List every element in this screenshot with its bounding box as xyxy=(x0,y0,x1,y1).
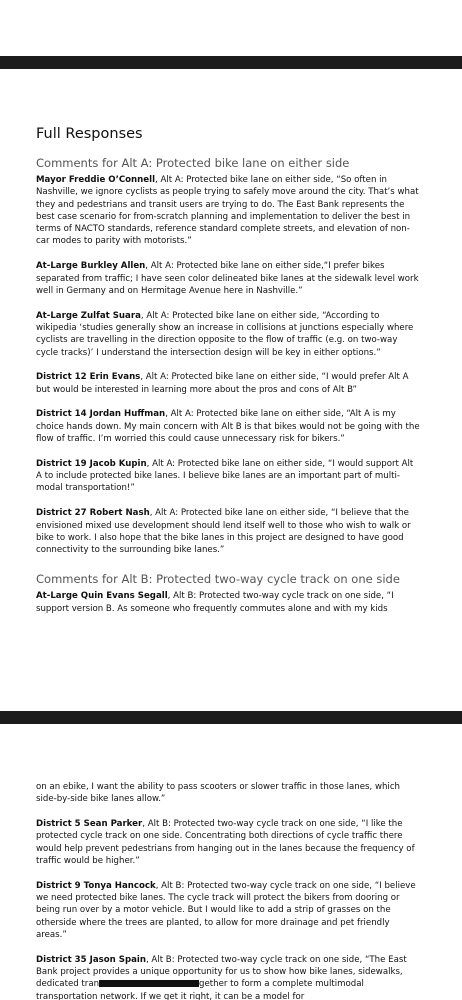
response-entry xyxy=(36,880,420,941)
response-entry xyxy=(36,507,420,556)
response-entry xyxy=(36,371,420,396)
response-text: , Alt B: Protected two-way cycle track on one side, “I support version B. As someone who frequently commutes alone and with my kids xyxy=(36,591,394,614)
redaction-mark xyxy=(99,980,199,987)
page-1 xyxy=(36,126,420,628)
respondent-name: District 5 Sean Parker xyxy=(36,819,143,830)
response-text: , Alt B: Protected two-way cycle track on one side, “I believe we need protected bike lanes. The cycle track will protect the bikers from dooring or being run over by a motor vehicle. But I would like to add a strip of grasses on the otherside where the trees are planted, to allow for more drainage and pet friendly areas.” xyxy=(36,880,416,940)
response-text: , Alt B: Protected two-way cycle track on one side, “The East Bank project provides a unique opportunity for us to show how bike lanes, sidewalks, dedicated tran xyxy=(36,954,407,990)
respondent-name: At-Large Quin Evans Segall xyxy=(36,591,168,602)
respondent-name: District 19 Jacob Kupin xyxy=(36,458,147,469)
response-entry xyxy=(36,174,420,248)
response-entry xyxy=(36,590,420,615)
response-entry xyxy=(36,408,420,445)
response-entry xyxy=(36,458,420,495)
response-text: , Alt A: Protected bike lane on either side, “Alt A is my choice hands down. My main concern with Alt B is that bikes would not be going with the flow of traffic. I’m worried this could cause unnecessary risk for bikers.” xyxy=(36,409,420,445)
response-text: , Alt A: Protected bike lane on either side,“I prefer bikes separated from traffic; I have seen color delineated bike lanes at the sidewalk level work well in Germany and on Hermitage Avenue here in Nashville.” xyxy=(36,261,419,296)
page-divider-mid xyxy=(0,711,462,724)
page-title: Full Responses xyxy=(36,126,143,142)
respondent-name: Mayor Freddie O’Connell xyxy=(36,175,156,185)
page-bottom-margin xyxy=(0,655,462,711)
response-text-after-redaction: gether to form a complete multimodal transportation network. If we get it right, it can be a model for xyxy=(36,979,364,1000)
response-entry xyxy=(36,260,420,297)
page-divider-top xyxy=(0,56,462,69)
section-heading-alt-b: Comments for Alt B: Protected two-way cycle track on one side xyxy=(36,572,400,587)
response-entry xyxy=(36,818,420,867)
response-entry xyxy=(36,954,420,1000)
page-2 xyxy=(36,781,420,1000)
response-text: , Alt A: Protected bike lane on either side, “I believe that the envisioned mixed use development should lend itself well to those who wish to walk or bike to work. I also hope that the bike lanes in this project are designed to have good connectivity to the surrounding bike lanes.” xyxy=(36,508,411,556)
respondent-name: District 12 Erin Evans xyxy=(36,372,141,383)
respondent-name: District 14 Jordan Huffman xyxy=(36,409,166,420)
response-text: , Alt A: Protected bike lane on either side, “According to wikipedia ‘studies generally show an increase in collisions at junctions especially where cyclists are travelling in the direction opposite to the flow of traffic (e.g. on two-way cycle tracks)’ I understand the intersection design will be key in either options.” xyxy=(36,310,414,358)
respondent-name: District 35 Jason Spain xyxy=(36,954,146,965)
respondent-name: At-Large Zulfat Suara xyxy=(36,310,141,321)
section-heading-alt-a: Comments for Alt A: Protected bike lane on either side xyxy=(36,156,350,170)
response-text: , Alt B: Protected two-way cycle track on one side, “I like the protected cycle track on one side. Concentrating both directions of cycle traffic there would help prevent pedestrians from hanging out in the lanes because the frequency of traffic would be higher.” xyxy=(36,819,415,866)
response-text: , Alt A: Protected bike lane on either side, “So often in Nashville, we ignore cyclists as people trying to safely move around the city. That’s what they and pedestrians and transit users are trying to do. The East Bank represents the best case scenario for from-scratch planning and implementation to deliver the best in terms of NACTO standards, reference standard complete streets, and elevation of non-car modes to parity with motorists.” xyxy=(36,175,419,247)
response-text: , Alt A: Protected bike lane on either side, “I would support Alt A to include protected bike lanes. I believe bike lanes are an important part of multi-modal transportation!” xyxy=(36,458,414,494)
response-continuation: on an ebike, I want the ability to pass scooters or slower traffic in those lanes, which side-by-side bike lanes allow.” xyxy=(36,782,400,805)
respondent-name: District 9 Tonya Hancock xyxy=(36,880,156,891)
respondent-name: District 27 Robert Nash xyxy=(36,508,150,519)
response-text: , Alt A: Protected bike lane on either side, “I would prefer Alt A but would be interested in learning more about the pros and cons of Alt B” xyxy=(36,372,409,395)
respondent-name: At-Large Burkley Allen xyxy=(36,261,146,272)
response-entry xyxy=(36,310,420,359)
